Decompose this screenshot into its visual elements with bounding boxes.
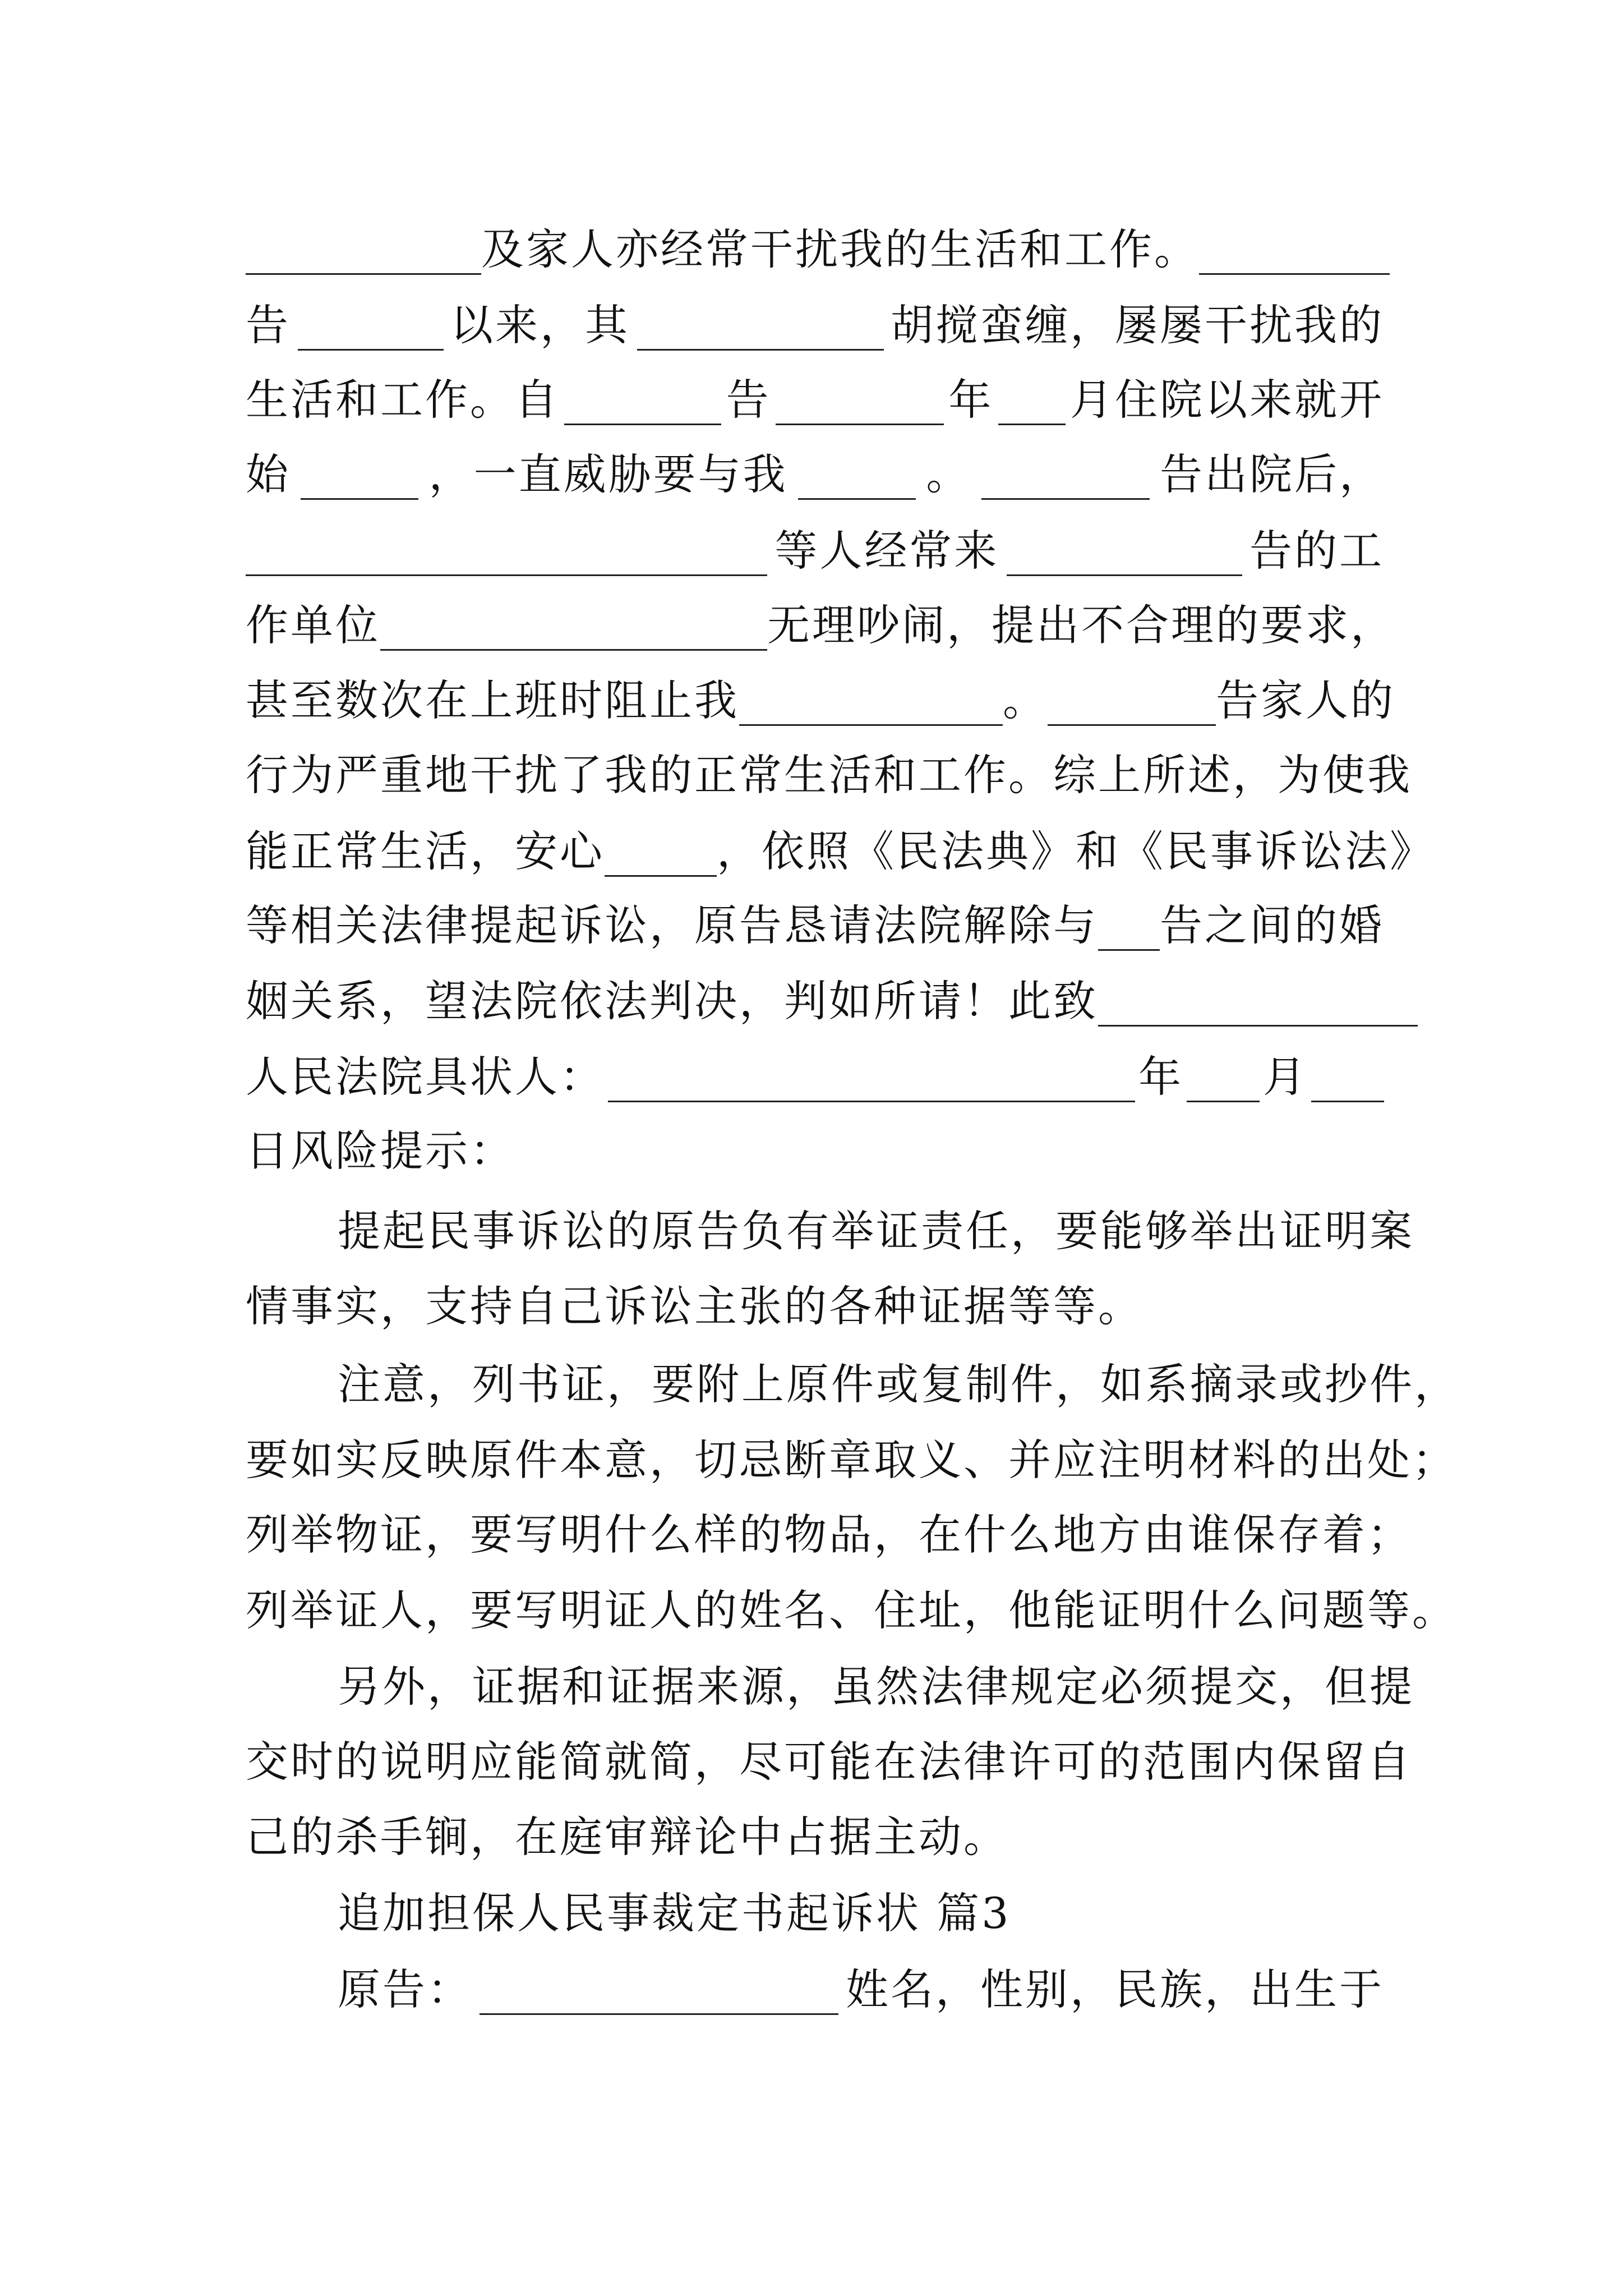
fill-blank (1048, 684, 1216, 726)
text-line-24 (338, 1963, 1384, 2015)
fill-blank (298, 309, 444, 351)
text-segment: 始 (246, 449, 291, 499)
text-line-17: 要如实反映原件本意，切忌断章取义、并应注明材料的出处； (246, 1435, 1457, 1485)
text-line-12 (246, 1051, 1384, 1102)
fill-blank (1007, 534, 1242, 576)
fill-blank (301, 458, 418, 500)
text-segment: 以来，其 (450, 300, 630, 350)
text-segment: 人民法院具状人： (246, 1052, 605, 1102)
fill-blank (1199, 233, 1390, 275)
text-segment: ，依照《民法典》和《民事诉讼法》 (717, 826, 1435, 876)
fill-blank (1311, 1060, 1384, 1102)
text-line-22: 己的杀手锏，在庭审辩论中占据主动。 (246, 1812, 1008, 1862)
section-heading: 追加担保人民事裁定书起诉状 篇3 (338, 1888, 1011, 1938)
text-line-4 (246, 448, 1384, 500)
text-segment: 姻关系，望法院依法判决，判如所请！此致 (246, 976, 1098, 1026)
fill-blank (479, 1973, 838, 2015)
text-segment: 作单位 (246, 600, 380, 650)
text-line-11 (246, 975, 1384, 1027)
fill-blank (1098, 984, 1418, 1027)
text-line-19: 列举证人，要写明证人的姓名、住址，他能证明什么问题等。 (246, 1585, 1457, 1635)
text-line-8: 行为严重地干扰了我的正常生活和工作。综上所述，为使我 (246, 750, 1412, 800)
text-line-21: 交时的说明应能简就简，尽可能在法律许可的范围内保留自 (246, 1737, 1412, 1787)
text-segment: 。 (926, 449, 971, 499)
fill-blank (380, 609, 767, 651)
text-segment: 月 (1263, 1052, 1308, 1102)
text-segment: 告的工 (1249, 526, 1384, 576)
fill-blank (608, 1060, 1135, 1102)
text-line-10 (246, 899, 1384, 951)
text-line-7 (246, 674, 1395, 726)
text-line-15: 情事实，支持自己诉讼主张的各种证据等等。 (246, 1281, 1143, 1331)
text-segment: 年 (1138, 1052, 1183, 1102)
text-line-1 (246, 223, 1384, 275)
text-segment: ，一直威胁要与我 (428, 449, 788, 499)
text-segment: 甚至数次在上班时阻止我 (246, 675, 739, 725)
fill-blank (998, 383, 1066, 425)
fill-blank (246, 233, 481, 275)
fill-blank (246, 534, 767, 576)
text-line-2 (246, 299, 1384, 351)
text-segment: 能正常生活，安心 (246, 826, 605, 876)
fill-blank (1098, 909, 1160, 951)
text-line-6 (246, 599, 1395, 651)
text-segment: 告之间的婚 (1160, 900, 1384, 950)
text-segment: 月住院以来就开 (1069, 375, 1384, 425)
paragraph-line-14: 提起民事诉讼的原告负有举证责任，要能够举出证明案 (338, 1206, 1414, 1256)
text-segment: 告 (726, 375, 771, 425)
text-segment: 等相关法律提起诉讼，原告恳请法院解除与 (246, 900, 1098, 950)
fill-blank (564, 383, 721, 425)
fill-blank (981, 458, 1150, 500)
text-segment: 生活和工作。自 (246, 375, 560, 425)
paragraph-line-16: 注意，列书证，要附上原件或复制件，如系摘录或抄件， (338, 1359, 1459, 1409)
text-segment: 年 (948, 375, 994, 425)
text-line-9 (246, 825, 1435, 877)
text-segment: 等人经常来 (774, 526, 999, 576)
text-segment: 无理吵闹，提出不合理的要求， (767, 600, 1395, 650)
text-segment: 告出院后， (1159, 449, 1384, 499)
fill-blank (637, 309, 884, 351)
text-segment: 。 (1003, 675, 1048, 725)
text-segment: 胡搅蛮缠，屡屡干扰我的 (891, 300, 1384, 350)
text-segment: 及家人亦经常干扰我的生活和工作。 (481, 224, 1199, 274)
paragraph-line-20: 另外，证据和证据来源，虽然法律规定必须提交，但提 (338, 1662, 1414, 1711)
text-line-13: 日风险提示： (246, 1126, 515, 1176)
text-line-5 (246, 524, 1384, 576)
fill-blank (739, 684, 1003, 726)
fill-blank (1187, 1060, 1260, 1102)
fill-blank (798, 458, 916, 500)
text-segment: 告家人的 (1216, 675, 1395, 725)
text-segment: 姓名，性别，民族，出生于 (846, 1964, 1384, 2014)
text-segment: 告 (246, 300, 291, 350)
text-line-3 (246, 374, 1384, 425)
fill-blank (776, 383, 944, 425)
fill-blank (605, 835, 717, 877)
text-segment: 原告： (338, 1964, 472, 2014)
text-line-18: 列举物证，要写明什么样的物品，在什么地方由谁保存着； (246, 1510, 1412, 1559)
